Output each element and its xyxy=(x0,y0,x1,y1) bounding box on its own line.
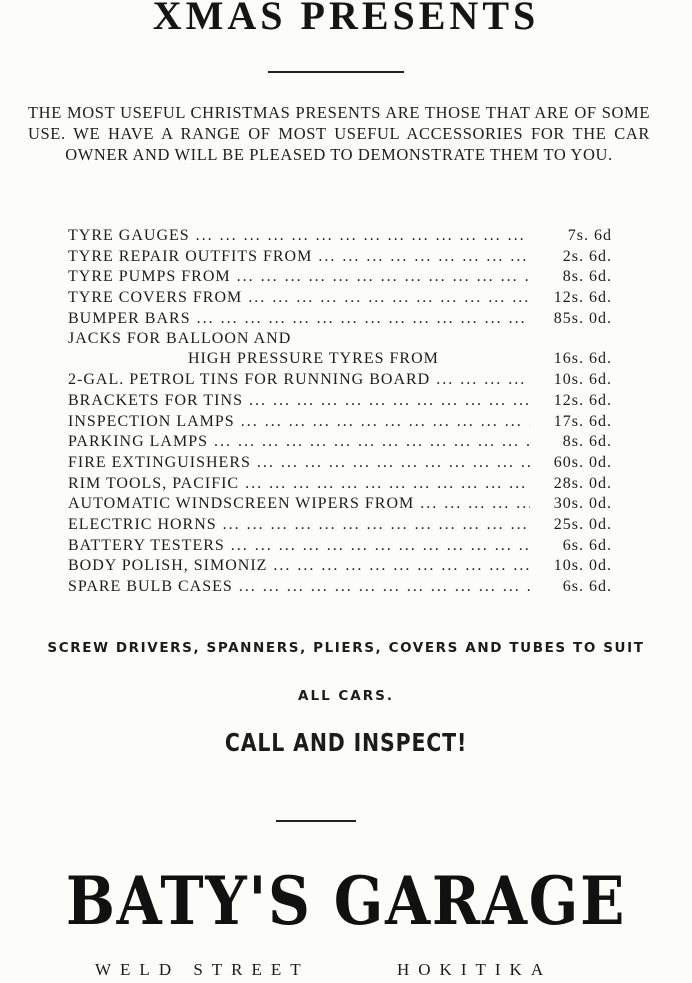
price-list xyxy=(68,226,626,598)
divider-top xyxy=(268,71,404,73)
list-item xyxy=(68,288,626,309)
item-label: TYRE COVERS FROM ... . xyxy=(68,288,530,309)
item-label-continued: HIGH PRESSURE TYRES FROM xyxy=(188,350,439,368)
list-item xyxy=(68,474,626,495)
list-item xyxy=(68,515,626,536)
item-label: 2-GAL. PETROL TINS FOR RUNNING BOARD ... . xyxy=(68,370,530,391)
list-item xyxy=(68,412,626,433)
item-price: 12s. 6d. xyxy=(532,391,612,412)
item-price: 6s. 6d. xyxy=(532,536,612,557)
list-item xyxy=(68,577,626,598)
item-label: PARKING LAMPS ... . xyxy=(68,432,530,453)
business-name: BATY'S GARAGE xyxy=(65,862,627,940)
list-item xyxy=(68,494,626,515)
item-price: 10s. 0d. xyxy=(532,556,612,577)
item-label: JACKS FOR BALLOON AND xyxy=(68,330,292,348)
list-item xyxy=(68,453,626,474)
item-price: 7s. 6d xyxy=(532,226,612,247)
item-label: FIRE EXTINGUISHERS ... . xyxy=(68,453,530,474)
item-label: BATTERY TESTERS ... . xyxy=(68,536,530,557)
item-price: 12s. 6d. xyxy=(532,288,612,309)
list-item xyxy=(68,329,626,349)
item-label: TYRE GAUGES ... . xyxy=(68,226,530,247)
tools-line: SCREW DRIVERS, SPANNERS, PLIERS, COVERS AND TUBES TO SUIT xyxy=(47,640,645,656)
item-price: 85s. 0d. xyxy=(532,309,612,330)
item-price: 30s. 0d. xyxy=(532,494,612,515)
item-price: 10s. 6d. xyxy=(532,370,612,391)
headline: XMAS PRESENTS xyxy=(152,0,540,38)
item-label: BUMPER BARS ... . xyxy=(68,309,530,330)
all-cars-line: ALL CARS. xyxy=(298,688,394,704)
item-price: 8s. 6d. xyxy=(532,267,612,288)
item-price: 2s. 6d. xyxy=(532,247,612,268)
intro-paragraph: THE MOST USEFUL CHRISTMAS PRESENTS ARE THOSE THAT ARE OF SOME USE. WE HAVE A RANGE OF MOST USEFUL ACCESSORIES FOR THE CAR OWNER AND WILL BE PLEASED TO DEMONSTRATE THEM TO YOU. xyxy=(28,103,650,164)
item-label: INSPECTION LAMPS ... . xyxy=(68,412,530,433)
list-item xyxy=(68,370,626,391)
list-item xyxy=(68,309,626,330)
list-item xyxy=(68,226,626,247)
item-label: TYRE PUMPS FROM ... . xyxy=(68,267,530,288)
list-item xyxy=(68,536,626,557)
item-label: TYRE REPAIR OUTFITS FROM ... . xyxy=(68,247,530,268)
list-item xyxy=(68,267,626,288)
list-item xyxy=(68,432,626,453)
list-item xyxy=(68,247,626,268)
call-and-inspect: CALL AND INSPECT! xyxy=(224,728,468,757)
town-name: HOKITIKA xyxy=(397,960,553,979)
item-price: 28s. 0d. xyxy=(532,474,612,495)
item-label: BODY POLISH, SIMONIZ ... . xyxy=(68,556,530,577)
list-item xyxy=(68,349,626,370)
item-price: 16s. 6d. xyxy=(532,349,612,370)
divider-bottom xyxy=(276,820,356,822)
list-item xyxy=(68,391,626,412)
item-label: RIM TOOLS, PACIFIC ... . xyxy=(68,474,530,495)
item-price: 17s. 6d. xyxy=(532,412,612,433)
item-label: ELECTRIC HORNS ... . xyxy=(68,515,530,536)
item-price: 6s. 6d. xyxy=(532,577,612,598)
item-label: AUTOMATIC WINDSCREEN WIPERS FROM ... . xyxy=(68,494,530,515)
item-label: BRACKETS FOR TINS ... . xyxy=(68,391,530,412)
street-name: WELD STREET xyxy=(95,960,310,979)
list-item xyxy=(68,556,626,577)
item-price: 8s. 6d. xyxy=(532,432,612,453)
item-price: 60s. 0d. xyxy=(532,453,612,474)
item-price: 25s. 0d. xyxy=(532,515,612,536)
item-label: SPARE BULB CASES ... . xyxy=(68,577,530,598)
